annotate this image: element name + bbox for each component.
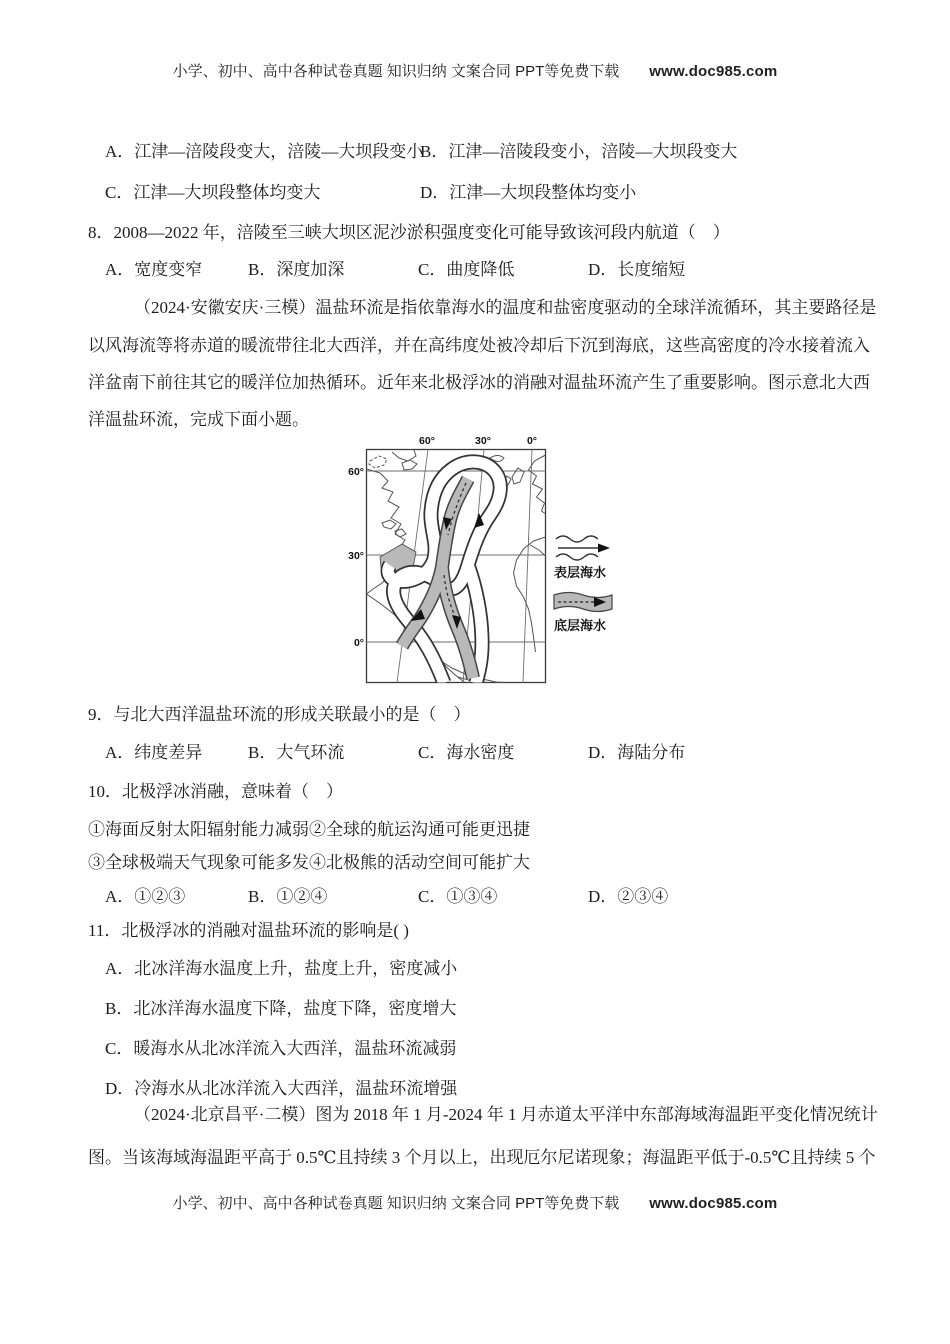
lat-label-60: 60° [348,466,364,478]
q10-item-line1: ①海面反射太阳辐射能力减弱②全球的航运沟通可能更迅捷 [88,820,530,839]
q7-options-ab [105,140,890,164]
q8-option-c: C．曲度降低 [418,260,515,279]
q8-option-a: A．宽度变窄 [105,260,203,279]
lat-labels [348,466,364,649]
q9-option-a: A．纬度差异 [105,743,203,762]
q8-option-b: B．深度加深 [248,260,345,279]
q7-option-a: A．江津—涪陵段变大，涪陵—大坝段变小 [105,142,424,161]
header-banner [0,60,950,81]
passage2-line1: （2024·北京昌平·二模）图为 2018 年 1 月-2024 年 1 月赤道太平洋中东部海域海温距平变化情况统计 [134,1105,878,1124]
header-url: www.doc985.com [649,63,778,80]
map-legend [554,536,612,633]
q8-options [105,258,890,282]
q7-options-cd [105,181,890,205]
q10-option-b: B．①②④ [248,887,328,906]
legend-bottom-label: 底层海水 [554,618,607,633]
footer-banner [0,1192,950,1213]
footer-text: 小学、初中、高中各种试卷真题 知识归纳 文案合同 PPT等免费下载 [172,1195,620,1212]
passage2-line2: 图。当该海域海温距平高于 0.5℃且持续 3 个月以上，出现厄尔尼诺现象；海温距平低于-0.5℃且持续 5 个 [88,1148,876,1167]
q10-option-a: A．①②③ [105,887,186,906]
surface-arrowhead [598,544,610,553]
q10-options [105,885,890,909]
q7-option-d: D．江津—大坝段整体均变小 [420,183,637,202]
q10-item-line2: ③全球极端天气现象可能多发④北极熊的活动空间可能扩大 [88,853,530,872]
q11-option-a: A．北冰洋海水温度上升，盐度上升，密度减小 [105,959,458,978]
q11-option-d: D．冷海水从北冰洋流入大西洋，温盐环流增强 [105,1079,458,1098]
legend-surface-label: 表层海水 [554,565,607,580]
q11-stem: 11．北极浮冰的消融对温盐环流的影响是( ) [88,921,409,940]
lat-label-0: 0° [353,637,364,649]
lon-labels [419,435,537,447]
q8-option-d: D．长度缩短 [588,260,686,279]
q11-option-b: B．北冰洋海水温度下降，盐度下降，密度增大 [105,999,457,1018]
lon-label-30: 30° [475,435,491,447]
passage1-line2: 以风海流等将赤道的暖流带往北大西洋，并在高纬度处被冷却后下沉到海底，这些高密度的冷水接着流入 [88,336,870,355]
q9-option-d: D．海陆分布 [588,743,686,762]
q9-stem: 9．与北大西洋温盐环流的形成关联最小的是（ ） [88,705,471,724]
header-text: 小学、初中、高中各种试卷真题 知识归纳 文案合同 PPT等免费下载 [172,63,620,80]
passage1-line3: 洋盆南下前往其它的暖洋位加热循环。近年来北极浮冰的消融对温盐环流产生了重要影响。图示意北大西 [88,373,870,392]
q9-option-b: B．大气环流 [248,743,345,762]
q10-option-d: D．②③④ [588,887,669,906]
thermohaline-map-svg [340,425,630,697]
lon-label-60: 60° [419,435,435,447]
q7-option-c: C．江津—大坝段整体均变大 [105,183,321,202]
q9-option-c: C．海水密度 [418,743,515,762]
q7-option-b: B．江津—涪陵段变小，涪陵—大坝段变大 [420,142,738,161]
q10-stem: 10．北极浮冰消融，意味着（ ） [88,782,343,801]
q11-option-c: C．暖海水从北冰洋流入大西洋，温盐环流减弱 [105,1039,457,1058]
surface-water-symbol [556,536,600,560]
footer-url: www.doc985.com [649,1195,778,1212]
q10-option-c: C．①③④ [418,887,498,906]
lon-label-0: 0° [526,435,538,447]
passage1-line1: （2024·安徽安庆·三模）温盐环流是指依靠海水的温度和盐密度驱动的全球洋流循环，其主要路径是 [134,298,877,317]
thermohaline-map-figure [340,425,630,697]
lat-label-30: 30° [348,550,364,562]
q8-stem: 8．2008—2022 年，涪陵至三峡大坝区泥沙淤积强度变化可能导致该河段内航道（ ） [88,223,730,242]
q9-options [105,741,890,765]
passage1-line4: 洋温盐环流，完成下面小题。 [88,410,309,429]
